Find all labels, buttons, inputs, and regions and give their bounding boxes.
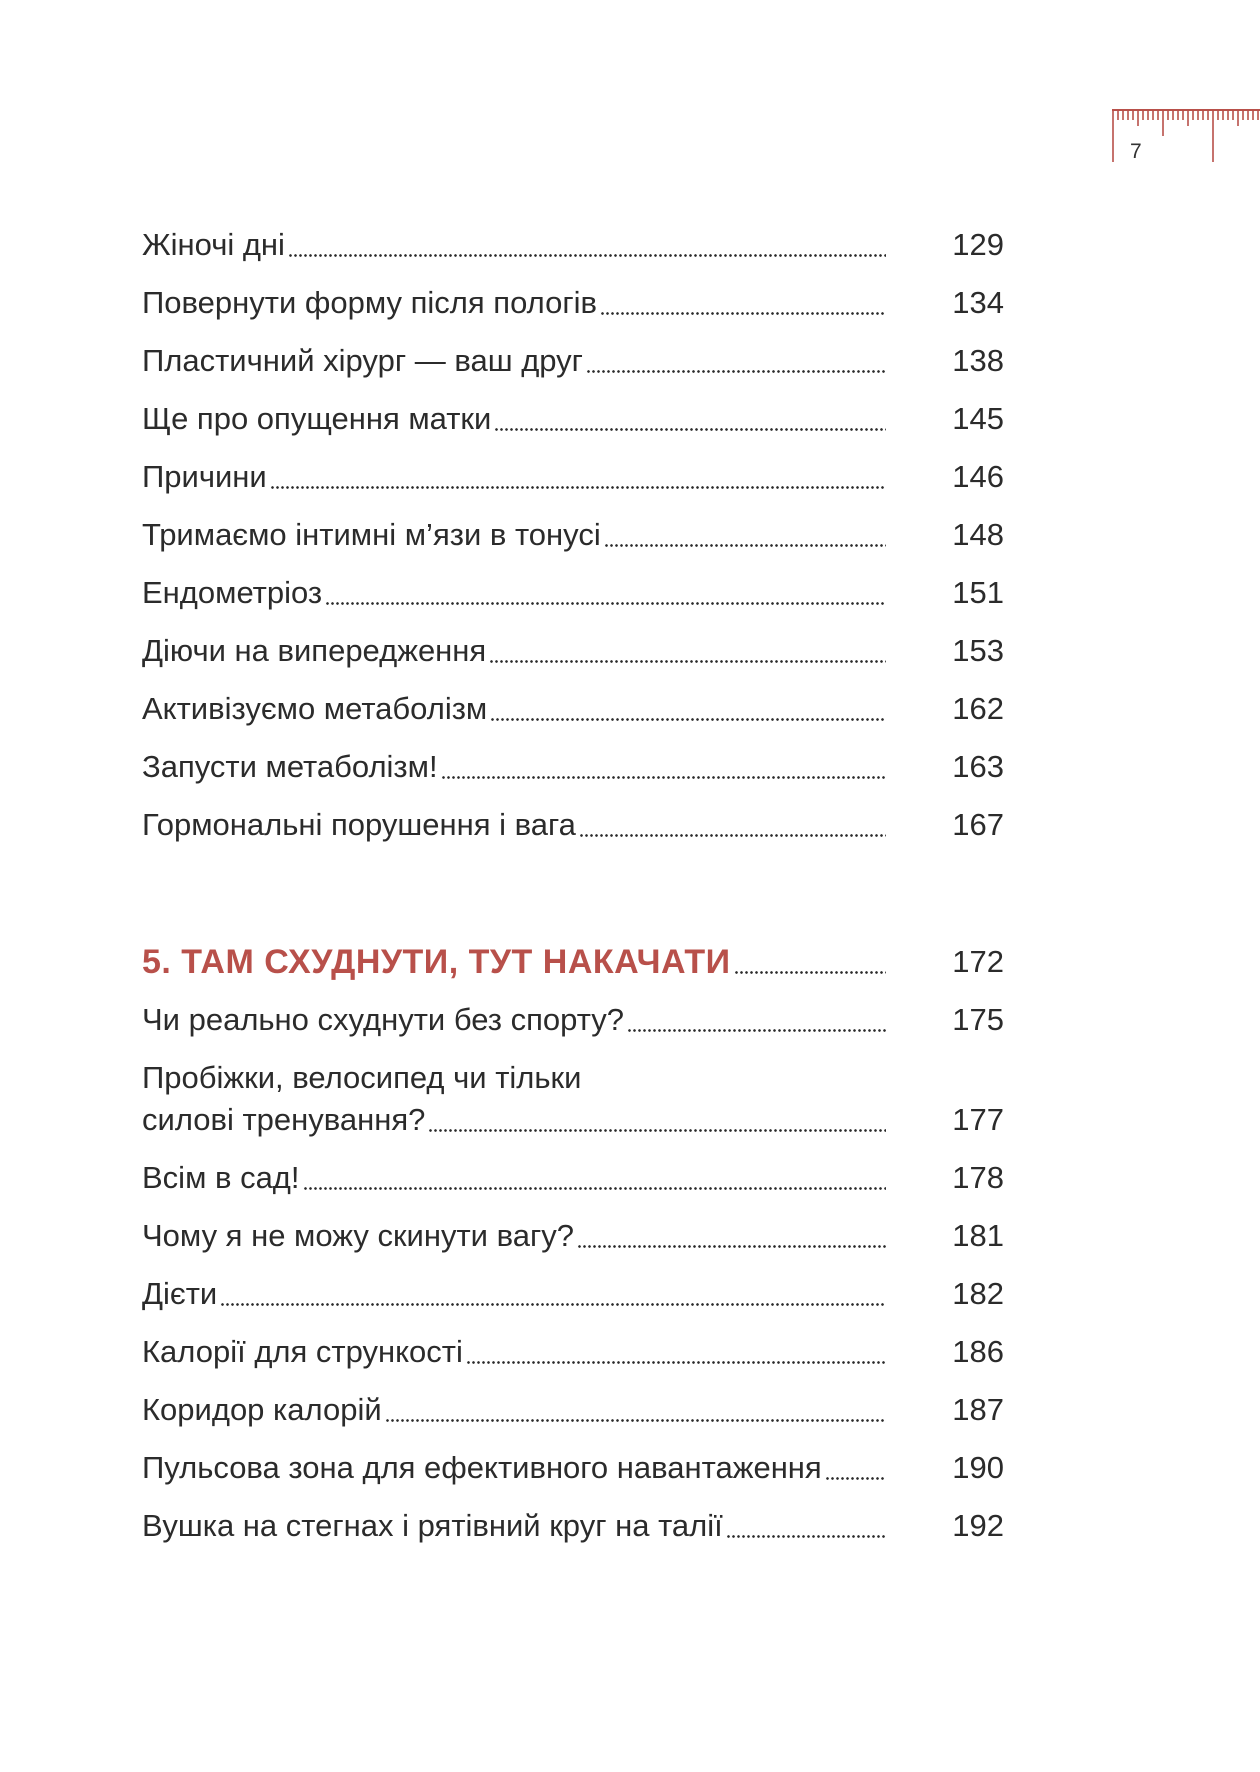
toc-entry[interactable] — [142, 514, 1004, 556]
toc-entry[interactable] — [142, 1505, 1004, 1547]
toc-entry-title: Всім в сад! — [142, 1160, 300, 1195]
toc-chapter-heading[interactable] — [142, 941, 1004, 983]
toc-entry[interactable] — [142, 1389, 1004, 1431]
toc-entry-page-number: 178 — [952, 1160, 1004, 1195]
toc-entry-page-number: 145 — [952, 401, 1004, 436]
toc-entry-title: Запусти метаболізм! — [142, 749, 438, 784]
toc-entry[interactable] — [142, 398, 1004, 440]
toc-entry[interactable] — [142, 1331, 1004, 1373]
dot-leader — [466, 1361, 886, 1364]
toc-entry[interactable] — [142, 224, 1004, 266]
toc-entry-title: Причини — [142, 459, 267, 494]
dot-leader — [490, 718, 886, 721]
dot-leader — [627, 1029, 886, 1032]
table-of-contents — [142, 224, 1004, 1563]
toc-entry-page-number: 129 — [952, 227, 1004, 262]
toc-entry-title: Активізуємо метаболізм — [142, 691, 488, 726]
toc-entry-page-number: 190 — [952, 1450, 1004, 1485]
dot-leader — [303, 1187, 886, 1190]
toc-entry[interactable] — [142, 456, 1004, 498]
toc-entry[interactable] — [142, 1447, 1004, 1489]
toc-entry-title: Діючи на випередження — [142, 633, 487, 668]
toc-section-b2 — [142, 1157, 1004, 1547]
toc-entry-page-number: 187 — [952, 1392, 1004, 1427]
toc-entry-page-number: 134 — [952, 285, 1004, 320]
toc-entry-page-number: 181 — [952, 1218, 1004, 1253]
dot-leader — [600, 312, 886, 315]
dot-leader — [734, 971, 886, 974]
toc-entry-page-number: 167 — [952, 807, 1004, 842]
chapter-page-number: 172 — [952, 944, 1004, 979]
toc-entry-page-number: 153 — [952, 633, 1004, 668]
dot-leader — [494, 428, 886, 431]
toc-entry-title: Чому я не можу скинути вагу? — [142, 1218, 574, 1253]
toc-entry[interactable] — [142, 340, 1004, 382]
toc-entry-page-number: 177 — [952, 1102, 1004, 1137]
toc-entry[interactable] — [142, 1215, 1004, 1257]
dot-leader — [270, 486, 886, 489]
dot-leader — [825, 1477, 886, 1480]
toc-entry[interactable] — [142, 999, 1004, 1041]
toc-entry-title: Чи реально схуднути без спорту? — [142, 1002, 624, 1037]
toc-entry-page-number: 162 — [952, 691, 1004, 726]
toc-entry-title: Дієти — [142, 1276, 218, 1311]
dot-leader — [428, 1129, 886, 1132]
toc-entry-title: Тримаємо інтимні м’язи в тонусі — [142, 517, 601, 552]
toc-entry-page-number: 163 — [952, 749, 1004, 784]
chapter-title: 5. ТАМ СХУДНУТИ, ТУТ НАКАЧАТИ — [142, 943, 731, 981]
toc-entry-page-number: 175 — [952, 1002, 1004, 1037]
toc-entry-title: Жіночі дні — [142, 227, 285, 262]
toc-entry-title: Пульсова зона для ефективного навантаження — [142, 1450, 822, 1485]
toc-entry-page-number: 182 — [952, 1276, 1004, 1311]
toc-entry-title: Повернути форму після пологів — [142, 285, 597, 320]
toc-entry[interactable] — [142, 1157, 1004, 1199]
toc-entry[interactable] — [142, 804, 1004, 846]
toc-entry-title-line1: Пробіжки, велосипед чи тільки — [142, 1060, 582, 1095]
toc-entry-title: Коридор калорій — [142, 1392, 382, 1427]
toc-entry-page-number: 151 — [952, 575, 1004, 610]
toc-entry[interactable] — [142, 688, 1004, 730]
dot-leader — [288, 254, 886, 257]
dot-leader — [441, 776, 886, 779]
dot-leader — [325, 602, 886, 605]
dot-leader — [604, 544, 886, 547]
toc-entry-page-number: 148 — [952, 517, 1004, 552]
toc-entry[interactable] — [142, 572, 1004, 614]
toc-entry[interactable] — [142, 746, 1004, 788]
toc-section-a — [142, 224, 1004, 846]
toc-entry-title: Калорії для стрункості — [142, 1334, 463, 1369]
toc-entry-title: Пластичний хірург — ваш друг — [142, 343, 583, 378]
dot-leader — [579, 834, 886, 837]
toc-entry-multiline[interactable] — [142, 1057, 1004, 1141]
toc-entry-title: Ендометріоз — [142, 575, 323, 610]
toc-entry[interactable] — [142, 1273, 1004, 1315]
page-number: 7 — [1130, 140, 1142, 163]
dot-leader — [220, 1303, 886, 1306]
toc-entry-title-line2: силові тренування? — [142, 1102, 426, 1137]
toc-entry[interactable] — [142, 282, 1004, 324]
dot-leader — [726, 1535, 886, 1538]
dot-leader — [385, 1419, 886, 1422]
toc-section-b1 — [142, 999, 1004, 1041]
dot-leader — [577, 1245, 886, 1248]
toc-entry-title: Вушка на стегнах і рятівний круг на талії — [142, 1508, 723, 1543]
toc-entry-title: Ще про опущення матки — [142, 401, 492, 436]
toc-entry-page-number: 186 — [952, 1334, 1004, 1369]
dot-leader — [586, 370, 886, 373]
toc-entry[interactable] — [142, 630, 1004, 672]
toc-entry-title: Гормональні порушення і вага — [142, 807, 576, 842]
dot-leader — [489, 660, 886, 663]
toc-entry-page-number: 192 — [952, 1508, 1004, 1543]
toc-entry-page-number: 146 — [952, 459, 1004, 494]
toc-entry-page-number: 138 — [952, 343, 1004, 378]
